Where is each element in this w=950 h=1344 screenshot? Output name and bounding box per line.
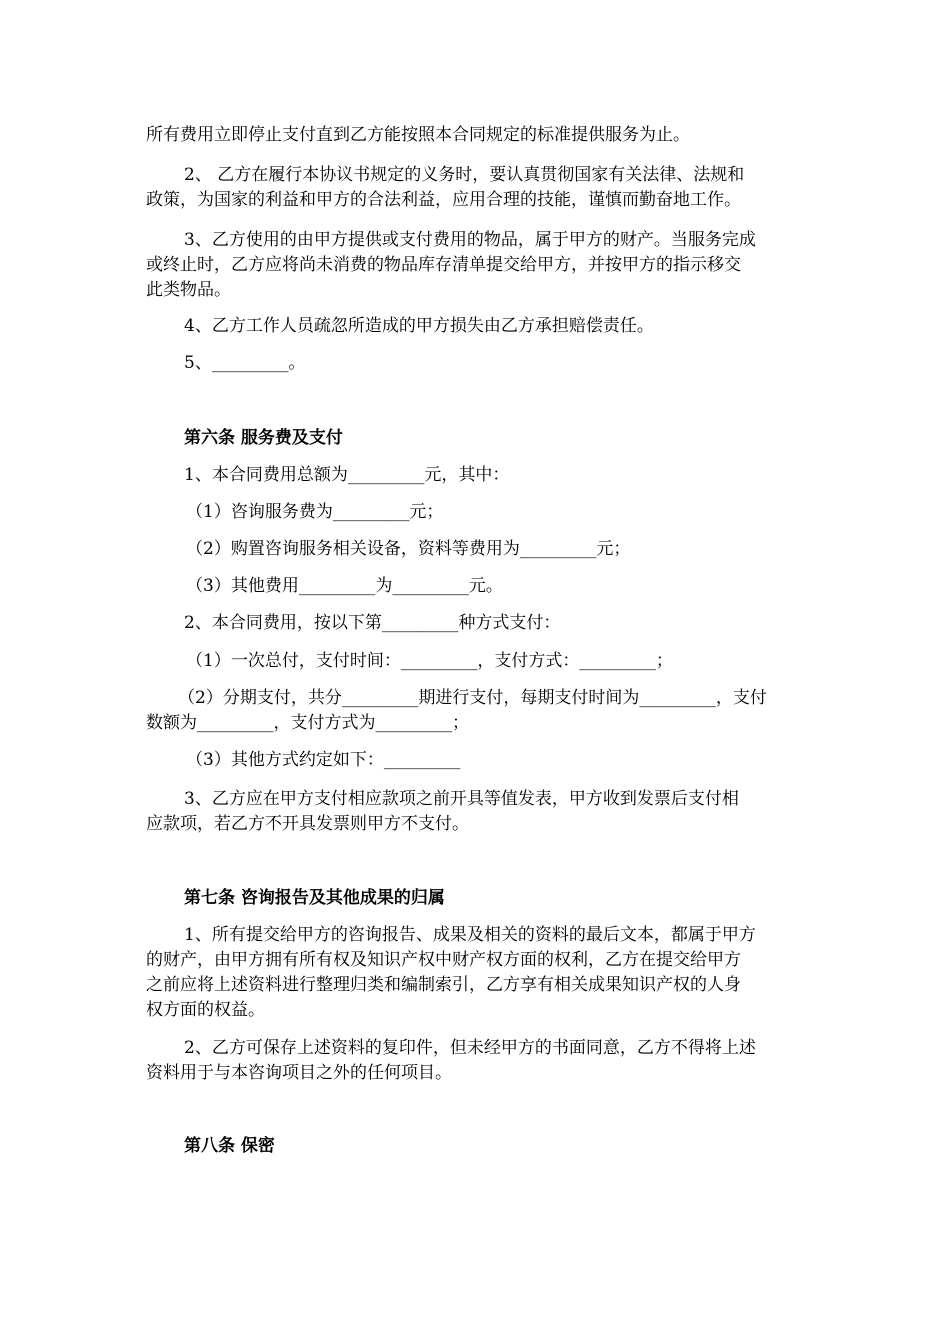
paragraph-line: 2、 乙方在履行本协议书规定的义务时，要认真贯彻国家有关法律、法规和	[184, 165, 745, 185]
paragraph-line: 政策，为国家的利益和甲方的合法利益，应用合理的技能，谨慎而勤奋地工作。	[146, 190, 741, 210]
paragraph-line: 权方面的权益。	[146, 1000, 265, 1020]
paragraph-line: （3）其他方式约定如下：_________	[186, 750, 461, 770]
paragraph-line: （2）购置咨询服务相关设备，资料等费用为_________元；	[186, 539, 631, 559]
paragraph-line: （1）一次总付，支付时间：_________，支付方式：_________；	[186, 651, 673, 671]
paragraph-line: 应款项，若乙方不开具发票则甲方不支付。	[146, 814, 469, 834]
paragraph-line: 数额为_________，支付方式为_________；	[146, 713, 469, 733]
paragraph-line: 此类物品。	[146, 280, 231, 300]
paragraph-line: （3）其他费用_________为_________元。	[186, 576, 503, 596]
section-heading: 第七条 咨询报告及其他成果的归属	[184, 888, 445, 908]
paragraph-line: 2、乙方可保存上述资料的复印件，但未经甲方的书面同意，乙方不得将上述	[184, 1038, 756, 1058]
paragraph-line: 5、_________。	[184, 353, 306, 373]
paragraph-line: 资料用于与本咨询项目之外的任何项目。	[146, 1063, 452, 1083]
section-heading: 第八条 保密	[184, 1136, 275, 1156]
paragraph-line: 4、乙方工作人员疏忽所造成的甲方损失由乙方承担赔偿责任。	[184, 316, 654, 336]
paragraph-line: （1）咨询服务费为_________元；	[186, 502, 444, 522]
paragraph-line: 1、本合同费用总额为_________元，其中：	[184, 465, 510, 485]
paragraph-line: 1、所有提交给甲方的咨询报告、成果及相关的资料的最后文本，都属于甲方	[184, 925, 756, 945]
paragraph-line: 之前应将上述资料进行整理归类和编制索引，乙方享有相关成果知识产权的人身	[146, 975, 741, 995]
paragraph-line: 或终止时，乙方应将尚未消费的物品库存清单提交给甲方，并按甲方的指示移交	[146, 255, 741, 275]
section-heading: 第六条 服务费及支付	[184, 428, 343, 448]
paragraph-line: （2）分期支付，共分_________期进行支付，每期支付时间为_________，支付	[178, 688, 767, 708]
paragraph-line: 2、本合同费用，按以下第_________种方式支付：	[184, 613, 561, 633]
paragraph-line: 3、乙方使用的由甲方提供或支付费用的物品，属于甲方的财产。当服务完成	[184, 230, 756, 250]
paragraph-line: 所有费用立即停止支付直到乙方能按照本合同规定的标准提供服务为止。	[146, 125, 690, 145]
paragraph-line: 3、乙方应在甲方支付相应款项之前开具等值发表，甲方收到发票后支付相	[184, 789, 739, 809]
paragraph-line: 的财产，由甲方拥有所有权及知识产权中财产权方面的权利，乙方在提交给甲方	[146, 950, 741, 970]
